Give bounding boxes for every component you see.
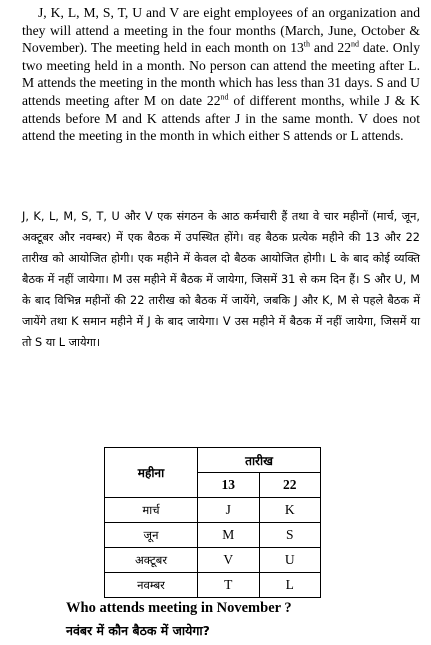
month-cell: नवम्बर [105,573,198,598]
month-cell: मार्च [105,498,198,523]
date-13-cell: T [198,573,260,598]
table-row [105,573,321,598]
english-puzzle-paragraph [22,4,420,145]
table-row [105,498,321,523]
month-column-header: महीना [105,448,198,498]
ordinal-suffix: th [303,39,311,49]
question-hindi: नवंबर में कौन बैठक में जायेगा? [66,623,210,638]
date-13-cell: V [198,548,260,573]
english-text-part1: J, K, L, M, S, T, U and V are eight employees of an organization and they will attend a meeting in the four months (March, June, October & November). The meeting held in each month on 13 [22,5,420,56]
table-row [105,548,321,573]
date-22-cell: S [259,523,321,548]
table-row [105,523,321,548]
date-22-cell: L [259,573,321,598]
date-22-cell: U [259,548,321,573]
month-cell: अक्टूबर [105,548,198,573]
date-13-cell: M [198,523,260,548]
date-13-header: 13 [198,473,260,498]
date-13-cell: J [198,498,260,523]
table-header-row [105,448,321,473]
date-22-cell: K [259,498,321,523]
date-column-header: तारीख [198,448,321,473]
english-text-part4: of different months, while J & K attends before M and K attends after J in the same month. V does not attend the meeting in the month in which either S attends or L attends. [22,92,420,144]
solution-table [104,447,321,598]
date-22-header: 22 [259,473,321,498]
ordinal-suffix: nd [351,39,360,49]
ordinal-suffix: nd [220,92,229,102]
english-text-part2: and 22 [310,40,352,56]
hindi-puzzle-paragraph: J, K, L, M, S, T, U और V एक संगठन के आठ कर्मचारी हैं तथा वे चार महीनों (मार्च, जून, अक्टूबर और नवम्बर) में एक बैठक में उपस्थित होंगे। वह बैठक प्रत्येक महीने की 13 और 22 तारीख को आयोजित होगी। एक महीने में केवल दो बैठक आयोजित होगी। L के बाद कोई व्यक्ति बैठक में नहीं जायेगा। M उस महीने में बैठक में जायेगा, जिसमें 31 से कम दिन हैं। S और U, M के बाद विभिन्न महीनों की 22 तारीख को बैठक में जायेंगे, जबकि J और K, M से पहले बैठक में जायेंगे तथा K समान महीने में J के बाद जायेगा। V उस महीने में बैठक में नहीं जायेगा, जिसमें या तो S या L जायेगा। [22,210,420,349]
question-english: Who attends meeting in November ? [66,600,292,616]
english-text-part3: date. Only two meeting held in a month. No person can attend the meeting after L. M attends the meeting in the month which has less than 31 days. S and U attends meeting after M on date 22 [22,40,420,108]
month-cell: जून [105,523,198,548]
